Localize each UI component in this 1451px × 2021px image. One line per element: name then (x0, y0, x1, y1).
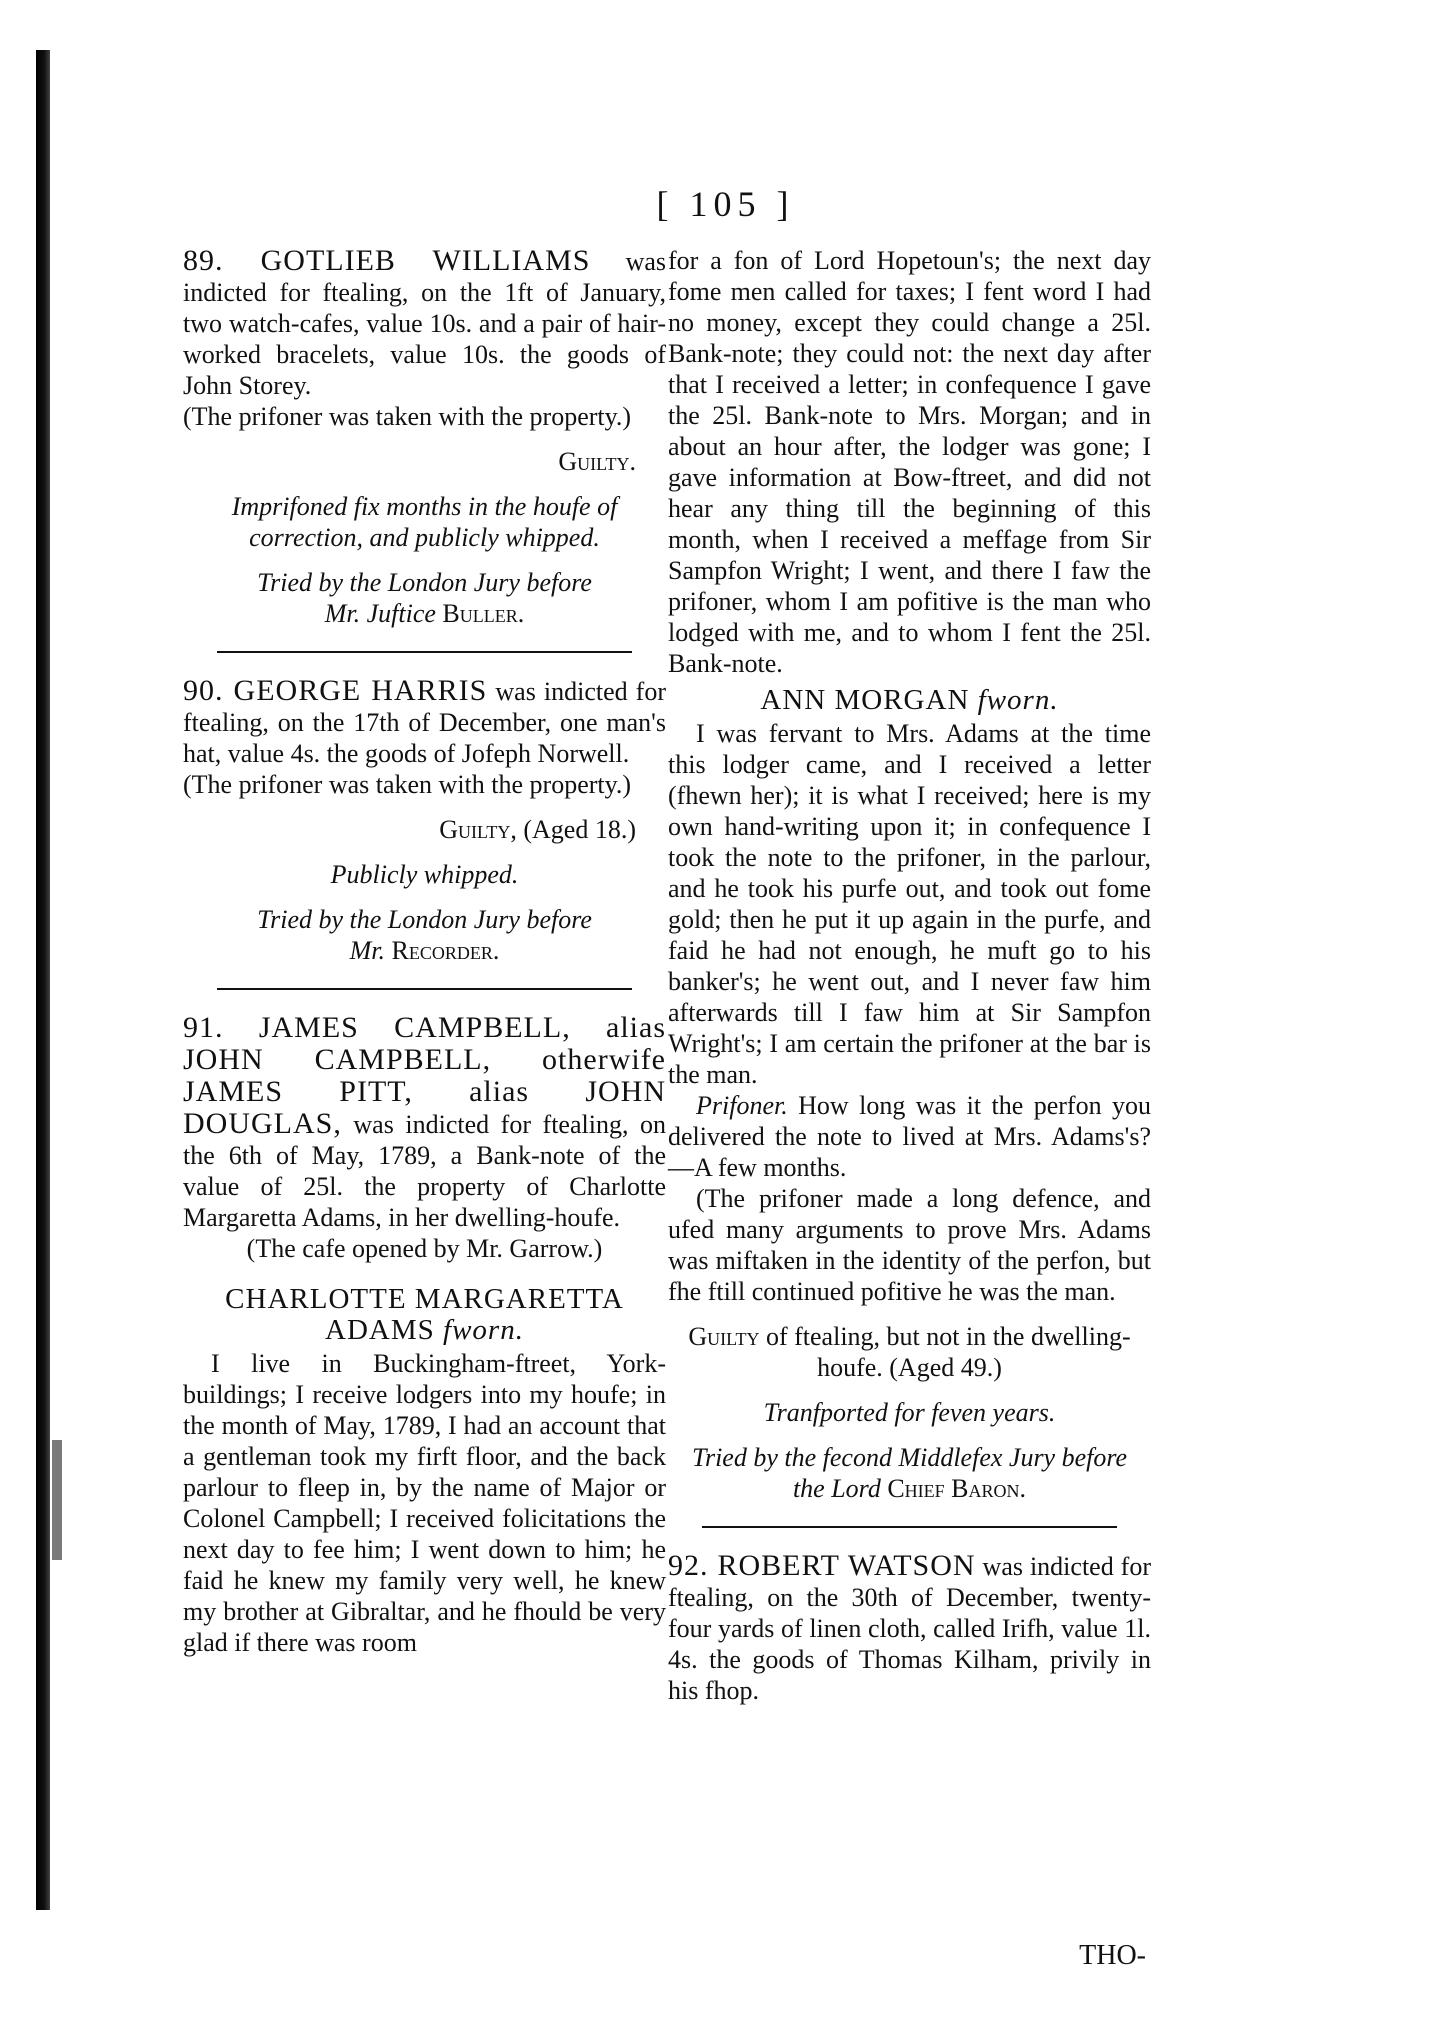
case-92-name: 92. ROBERT WATSON (668, 1549, 976, 1582)
case-91-judge: Chief Baron. (887, 1474, 1027, 1503)
case-89-tried: Tried by the London Jury before (257, 568, 592, 597)
prisoner-defence: (The prifoner made a long defence, and ufed many arguments to prove Mrs. Adams was miftaken in the identity of the perfon, but fhe ftill continued pofitive he was the man. (668, 1184, 1151, 1306)
case-90-name: 90. GEORGE HARRIS (183, 674, 488, 707)
witness-name: CHARLOTTE MARGARETTA ADAMS (225, 1283, 624, 1346)
case-91-judge-line (668, 1473, 1151, 1504)
case-90-text: was indicted for ftealing, on the 17th of December, one man's hat, value 4s. the goods of Jofeph Norwell. (183, 677, 666, 768)
prisoner-label: Prifoner. (696, 1091, 788, 1120)
witness-sworn: fworn. (443, 1314, 524, 1346)
divider-rule (702, 1526, 1117, 1528)
case-89-name: 89. GOTLIEB WILLIAMS (183, 244, 591, 277)
case-89-judge-prefix: Mr. Juftice (324, 599, 436, 628)
testimony-continued: for a fon of Lord Hopetoun's; the next day fome men called for taxes; I fent word I had no money, except they could change a 25l. Bank-note; they could not: the next day after that I received a letter; in confequence I gave the 25l. Bank-note to Mrs. Morgan; and in about an hour after, the lodger was gone; I gave information at Bow-ftreet, and did not hear any thing till the beginning of this month, when I received a meffage from Sir Sampfon Wright; I went, and there I faw the prifoner, whom I am pofitive is the man who lodged with me, and to whom I fent the 25l. Bank-note. (668, 246, 1151, 678)
case-92-entry (668, 1550, 1151, 1706)
divider-rule (217, 651, 632, 653)
case-89-verdict: Guilty. (558, 447, 636, 476)
right-column (668, 245, 1151, 1706)
case-89-judge-line (183, 598, 666, 629)
case-89-text: was indicted for ftealing, on the 1ft of January, two watch-cafes, value 10s. and a pair of hair-worked bracelets, value 10s. the goods of John Storey. (183, 247, 666, 400)
witness2-name: ANN MORGAN (760, 684, 970, 716)
witness2-testimony: I was fervant to Mrs. Adams at the time this lodger came, and I received a letter (fhewn her); it is what I received; here is my own hand-writing upon it; in confequence I took the note to the prifoner, in the parlour, and he took his purfe out, and took out fome gold; then he put it up again in the purfe, and faid he had not enough, he muft go to his banker's; he went out, and I never faw him afterwards till I faw him at Sir Sampfon Wright's; I am certain the prifoner at the bar is the man. (668, 719, 1151, 1089)
case-90-entry (183, 675, 666, 769)
case-91-judge-prefix: the Lord (792, 1474, 881, 1503)
prisoner-question-text: How long was it the perfon you delivered the note to lived at Mrs. Adams's? —A few months. (668, 1091, 1151, 1182)
catchword: THO- (1079, 1940, 1146, 1971)
case-92-text: was indicted for ftealing, on the 30th of December, twenty-four yards of linen cloth, called Irifh, value 1l. 4s. the goods of Thomas Kilham, privily in his fhop. (668, 1552, 1151, 1705)
case-89-judge: Buller. (442, 599, 525, 628)
divider-rule (217, 988, 632, 990)
left-column (183, 245, 666, 1658)
case-90-age: (Aged 18.) (516, 815, 636, 844)
case-91-text: was indicted for ftealing, on the 6th of May, 1789, a Bank-note of the value of 25l. the property of Charlotte Margaretta Adams, in her dwelling-houfe. (183, 1110, 666, 1232)
case-90-verdict: Guilty, (439, 815, 517, 844)
witness-testimony: I live in Buckingham-ftreet, York-buildings; I receive lodgers into my houfe; in the month of May, 1789, I had an account that a gentleman took my firft floor, and the back parlour to fleep in, by the name of Major or Colonel Campbell; I received folicitations the next day to fee him; I went down to him; he faid he knew my family very well, he knew my brother at Gibraltar, and he fhould be very glad if there was room (183, 1349, 666, 1657)
book-binding-edge (36, 50, 50, 1910)
witness2-heading (668, 685, 1151, 716)
case-89-entry (183, 245, 666, 401)
page-number-header: [ 105 ] (656, 184, 795, 224)
prisoner-question (668, 1090, 1151, 1183)
case-91-entry (183, 1012, 666, 1233)
case-90-verdict-line (183, 814, 666, 845)
case-90-note: (The prifoner was taken with the property.) (183, 770, 632, 799)
case-90-judge-line (183, 935, 666, 966)
case-91-note: (The cafe opened by Mr. Garrow.) (246, 1234, 603, 1263)
case-89-note: (The prifoner was taken with the property.) (183, 402, 632, 431)
case-90-judge: Recorder. (391, 936, 500, 965)
binding-shadow (52, 1440, 62, 1560)
case-91-verdict: Guilty (688, 1322, 760, 1351)
case-90-sentence: Publicly whipped. (330, 860, 519, 889)
case-90-judge-prefix: Mr. (349, 936, 386, 965)
case-90-tried: Tried by the London Jury before (257, 905, 592, 934)
case-91-verdict-rest: of ftealing, but not in the dwelling-houfe. (Aged 49.) (759, 1322, 1131, 1382)
case-91-sentence: Tranfported for feven years. (763, 1398, 1056, 1427)
case-89-sentence: Imprifoned fix months in the houfe of correction, and publicly whipped. (231, 492, 618, 552)
witness-heading (183, 1284, 666, 1346)
case-91-name: 91. JAMES CAMPBELL, alias JOHN CAMPBELL, otherwife JAMES PITT, alias JOHN DOUGLAS, (183, 1011, 666, 1140)
case-91-verdict-line (668, 1321, 1151, 1383)
witness2-sworn: fworn. (977, 684, 1059, 716)
case-91-tried: Tried by the fecond Middlefex Jury before (691, 1443, 1128, 1472)
